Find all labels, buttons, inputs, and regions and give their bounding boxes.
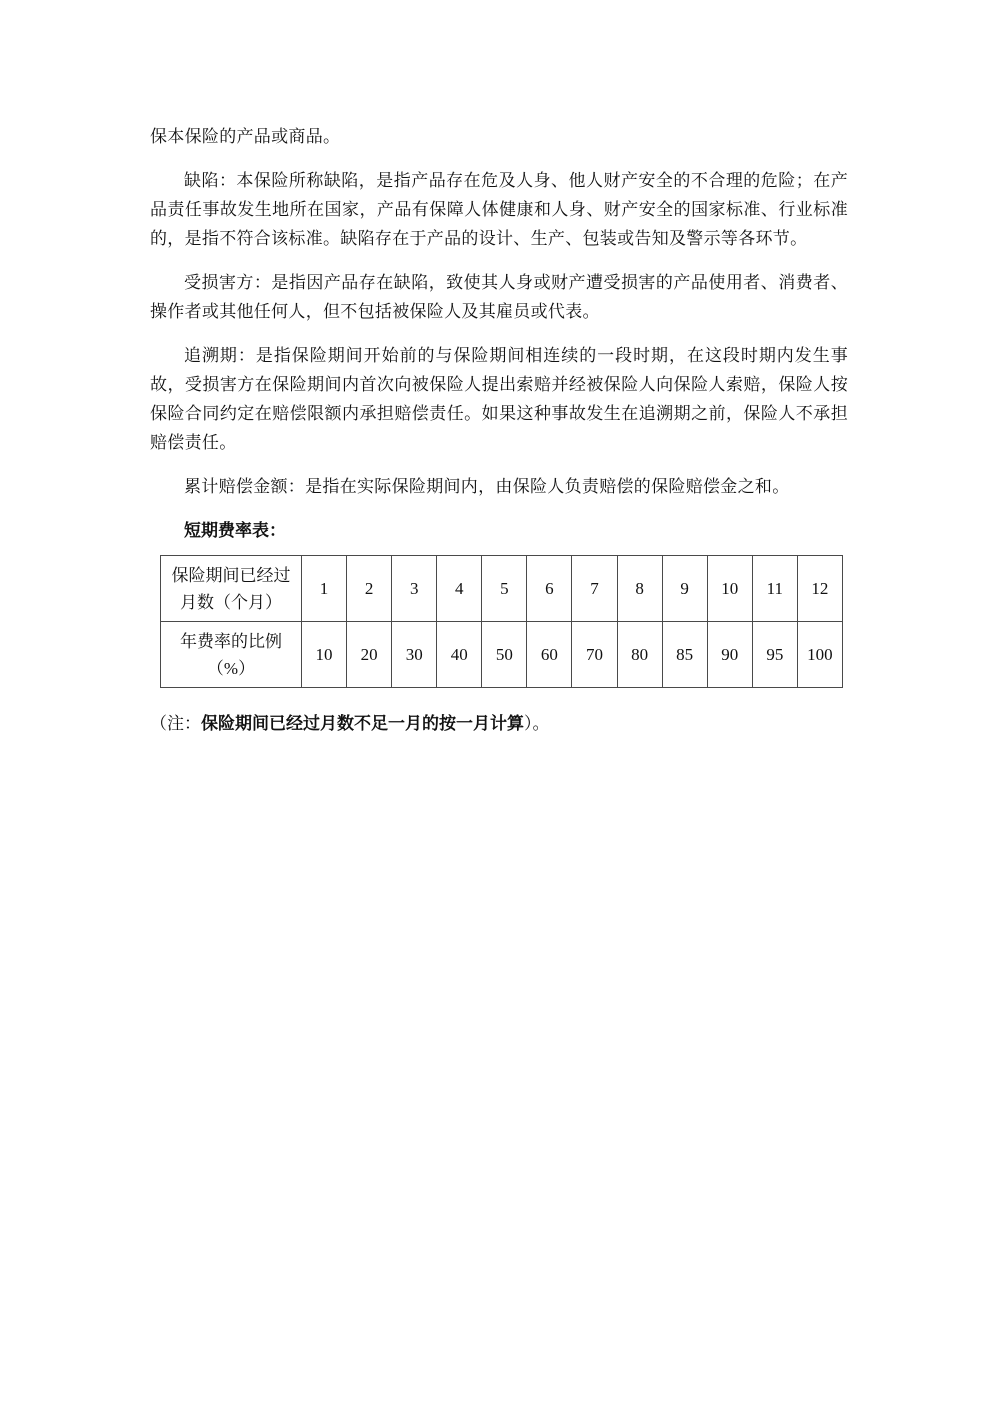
rate-cell: 30: [392, 622, 437, 688]
section-heading-short-term-rate-table: 短期费率表：: [184, 521, 286, 540]
note-bold-text: 保险期间已经过月数不足一月的按一月计算: [201, 714, 524, 733]
month-cell: 6: [527, 556, 572, 622]
rate-cell: 40: [437, 622, 482, 688]
rate-cell: 10: [302, 622, 347, 688]
month-cell: 12: [797, 556, 842, 622]
rate-cell: 70: [572, 622, 617, 688]
table-row-rates: [161, 622, 843, 688]
month-cell: 10: [707, 556, 752, 622]
rate-cell: 85: [662, 622, 707, 688]
row-header-rates: 年费率的比例（%）: [161, 622, 302, 688]
paragraph-defect-definition: 缺陷：本保险所称缺陷，是指产品存在危及人身、他人财产安全的不合理的危险；在产品责任事故发生地所在国家，产品有保障人体健康和人身、财产安全的国家标准、行业标准的，是指不符合该标准。缺陷存在于产品的设计、生产、包装或告知及警示等各环节。: [150, 171, 848, 248]
rate-cell: 60: [527, 622, 572, 688]
rate-cell: 90: [707, 622, 752, 688]
month-cell: 2: [347, 556, 392, 622]
month-cell: 11: [752, 556, 797, 622]
month-cell: 8: [617, 556, 662, 622]
paragraph-continuation: 保本保险的产品或商品。: [150, 127, 341, 146]
month-cell: 5: [482, 556, 527, 622]
rate-cell: 95: [752, 622, 797, 688]
month-cell: 9: [662, 556, 707, 622]
month-cell: 3: [392, 556, 437, 622]
rate-cell: 80: [617, 622, 662, 688]
row-header-months: 保险期间已经过月数（个月）: [161, 556, 302, 622]
note-suffix: ）。: [524, 714, 550, 733]
table-note: [150, 709, 848, 738]
paragraph-injured-party-definition: 受损害方：是指因产品存在缺陷，致使其人身或财产遭受损害的产品使用者、消费者、操作者或其他任何人，但不包括被保险人及其雇员或代表。: [150, 273, 848, 321]
month-cell: 7: [572, 556, 617, 622]
rate-cell: 20: [347, 622, 392, 688]
note-prefix: （注：: [150, 714, 201, 733]
month-cell: 4: [437, 556, 482, 622]
paragraph-retroactive-period-definition: 追溯期：是指保险期间开始前的与保险期间相连续的一段时期，在这段时期内发生事故，受损害方在保险期间内首次向被保险人提出索赔并经被保险人向保险人索赔，保险人按保险合同约定在赔偿限额内承担赔偿责任。如果这种事故发生在追溯期之前，保险人不承担赔偿责任。: [150, 346, 848, 452]
month-cell: 1: [302, 556, 347, 622]
rate-cell: 50: [482, 622, 527, 688]
rate-cell: 100: [797, 622, 842, 688]
short-term-rate-table: [160, 555, 843, 688]
paragraph-cumulative-indemnity-definition: 累计赔偿金额：是指在实际保险期间内，由保险人负责赔偿的保险赔偿金之和。: [184, 477, 790, 496]
table-row-months: [161, 556, 843, 622]
